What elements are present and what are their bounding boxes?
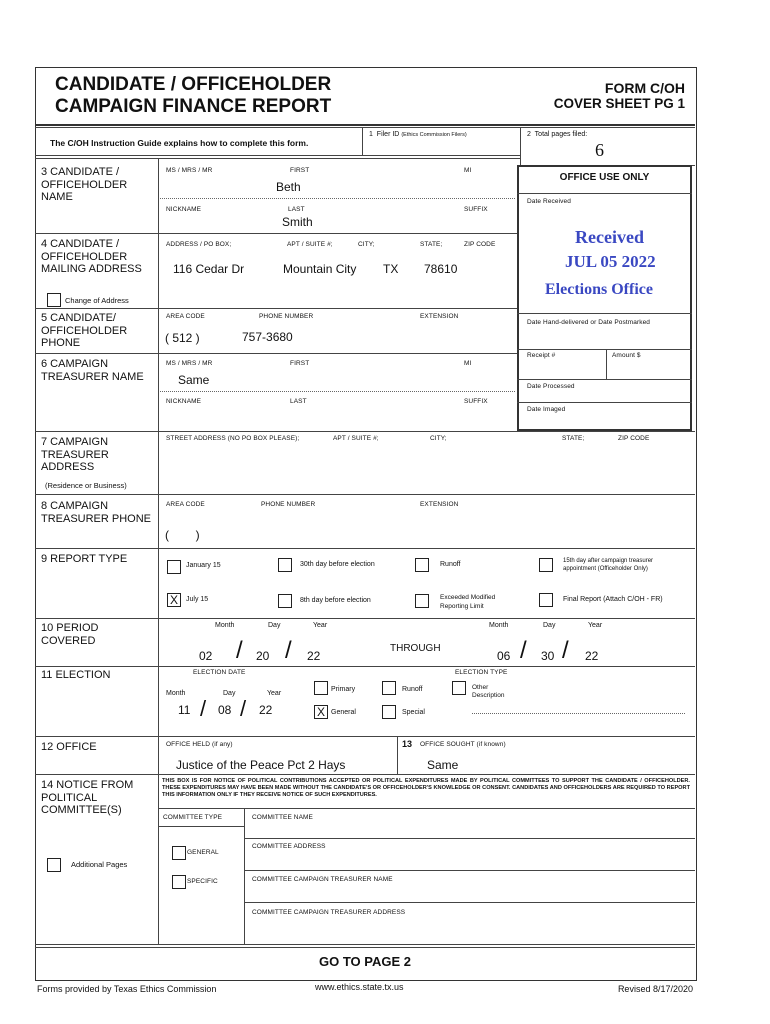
day8-label: 8th day before election xyxy=(300,597,371,604)
footer-url[interactable]: www.ethics.state.tx.us xyxy=(315,982,404,992)
to-month-label: Month xyxy=(489,622,509,629)
sec3-label: 3 CANDIDATE / OFFICEHOLDER NAME xyxy=(41,166,128,203)
extension-label: EXTENSION xyxy=(420,313,459,320)
other-label: Other Description xyxy=(472,684,505,699)
candidate-area-code[interactable]: ( 512 ) xyxy=(165,331,200,345)
nickname-label: NICKNAME xyxy=(166,206,202,213)
treasurer-phone-label: PHONE NUMBER xyxy=(261,501,316,508)
committee-treasurer-address-label: COMMITTEE CAMPAIGN TREASURER ADDRESS xyxy=(252,909,406,916)
cover-sheet-label: COVER SHEET PG 1 xyxy=(553,96,685,111)
period-to-month[interactable]: 06 xyxy=(497,649,511,663)
form-id: FORM C/OH xyxy=(604,80,685,96)
phone-label: PHONE NUMBER xyxy=(259,313,314,320)
amount-label: Amount $ xyxy=(612,352,641,359)
office-use-title: OFFICE USE ONLY xyxy=(559,172,650,183)
candidate-phone[interactable]: 757-3680 xyxy=(242,330,293,344)
runoff-report-label: Runoff xyxy=(440,561,461,568)
general-checkbox[interactable]: X xyxy=(314,705,328,719)
election-date-label: ELECTION DATE xyxy=(193,669,246,676)
treasurer-suffix-label: SUFFIX xyxy=(464,398,488,405)
city-label: CITY; xyxy=(358,241,375,248)
change-of-address-label: Change of Address xyxy=(65,296,129,305)
day30-label: 30th day before election xyxy=(300,561,375,568)
treasurer-nickname-label: NICKNAME xyxy=(166,398,202,405)
apt-label: APT / SUITE #; xyxy=(287,241,333,248)
exceeded-label: Exceeded Modified Reporting Limit xyxy=(440,594,496,610)
treasurer-last-label: LAST xyxy=(290,398,307,405)
first-label: FIRST xyxy=(290,167,310,174)
election-type-label: ELECTION TYPE xyxy=(455,669,508,676)
area-code-label: AREA CODE xyxy=(166,313,205,320)
sec6-label: 6 CAMPAIGN TREASURER NAME xyxy=(41,358,144,383)
mailing-state[interactable]: TX xyxy=(383,262,399,276)
treasurer-state-label: STATE; xyxy=(562,435,585,442)
period-from-month[interactable]: 02 xyxy=(199,649,213,663)
sec5-label: 5 CANDIDATE/ OFFICEHOLDER PHONE xyxy=(41,312,128,349)
street-address-label: STREET ADDRESS (NO PO BOX PLEASE); xyxy=(166,435,300,442)
form-title-line1: CANDIDATE / OFFICEHOLDER xyxy=(55,74,332,95)
treasurer-area-code[interactable]: ( ) xyxy=(165,528,200,542)
additional-pages-label: Additional Pages xyxy=(71,860,128,869)
filer-id-label: 1 Filer ID (Ethics Commission Filers) xyxy=(369,131,467,138)
mi-label: MI xyxy=(464,167,472,174)
mailing-zip[interactable]: 78610 xyxy=(424,262,458,276)
total-pages-value[interactable]: 6 xyxy=(595,140,604,160)
committee-type-label: COMMITTEE TYPE xyxy=(163,814,223,821)
treasurer-zip-label: ZIP CODE xyxy=(618,435,650,442)
jul15-label: July 15 xyxy=(186,596,209,603)
sec11-label: 11 ELECTION xyxy=(41,669,111,681)
election-month[interactable]: 11 xyxy=(178,703,191,717)
footer-revised: Revised 8/17/2020 xyxy=(617,984,693,994)
treasurer-apt-label: APT / SUITE #; xyxy=(333,435,379,442)
jan15-checkbox[interactable] xyxy=(167,560,181,574)
through-label: THROUGH xyxy=(390,643,441,654)
committee-general-label: GENERAL xyxy=(187,849,219,856)
period-to-year[interactable]: 22 xyxy=(585,649,599,663)
runoff-election-checkbox[interactable] xyxy=(382,681,396,695)
receipt-label: Receipt # xyxy=(527,352,556,359)
hand-delivered-label: Date Hand-delivered or Date Postmarked xyxy=(527,319,651,326)
general-label: General xyxy=(331,709,356,716)
from-day-label: Day xyxy=(268,622,281,629)
office-sought-label: OFFICE SOUGHT (if known) xyxy=(420,741,506,748)
treasurer-first-label: FIRST xyxy=(290,360,310,367)
suffix-label: SUFFIX xyxy=(464,206,488,213)
office-sought-value[interactable]: Same xyxy=(427,758,459,772)
sec13-number: 13 xyxy=(402,739,413,749)
treasurer-city-label: CITY; xyxy=(430,435,447,442)
zip-label: ZIP CODE xyxy=(464,241,496,248)
day30-checkbox[interactable] xyxy=(278,558,292,572)
special-label: Special xyxy=(402,709,425,716)
election-day[interactable]: 08 xyxy=(218,703,232,717)
from-month-label: Month xyxy=(215,622,235,629)
election-day-label: Day xyxy=(223,690,236,697)
runoff-report-checkbox[interactable] xyxy=(415,558,429,572)
committee-specific-label: SPECIFIC xyxy=(187,878,218,885)
treasurer-ms-label: MS / MRS / MR xyxy=(166,360,213,367)
day8-checkbox[interactable] xyxy=(278,594,292,608)
additional-pages-checkbox[interactable] xyxy=(47,858,61,872)
treasurer-mi-label: MI xyxy=(464,360,472,367)
received-stamp-date: JUL 05 2022 xyxy=(565,252,656,271)
day15-checkbox[interactable] xyxy=(539,558,553,572)
instructions-text: The C/OH Instruction Guide explains how to complete this form. xyxy=(50,138,309,148)
state-label: STATE; xyxy=(420,241,443,248)
exceeded-checkbox[interactable] xyxy=(415,594,429,608)
sec12-label: 12 OFFICE xyxy=(41,741,97,753)
committee-treasurer-name-label: COMMITTEE CAMPAIGN TREASURER NAME xyxy=(252,876,393,883)
primary-label: Primary xyxy=(331,686,356,693)
period-from-year[interactable]: 22 xyxy=(307,649,321,663)
date-imaged-label: Date Imaged xyxy=(527,406,566,413)
election-year[interactable]: 22 xyxy=(259,703,273,717)
from-year-label: Year xyxy=(313,622,328,629)
date-received-label: Date Received xyxy=(527,198,571,205)
form-title-line2: CAMPAIGN FINANCE REPORT xyxy=(55,96,332,117)
sec10-label: 10 PERIOD COVERED xyxy=(41,622,99,647)
treasurer-area-label: AREA CODE xyxy=(166,501,205,508)
election-year-label: Year xyxy=(267,690,282,697)
primary-checkbox[interactable] xyxy=(314,681,328,695)
office-held-label: OFFICE HELD (if any) xyxy=(166,741,233,748)
committee-specific-checkbox[interactable] xyxy=(172,875,186,889)
jan15-label: January 15 xyxy=(186,562,221,569)
period-to-day[interactable]: 30 xyxy=(541,649,555,663)
address-label: ADDRESS / PO BOX; xyxy=(166,241,232,248)
to-year-label: Year xyxy=(588,622,603,629)
sec9-label: 9 REPORT TYPE xyxy=(41,553,128,565)
committee-notice-text: THIS BOX IS FOR NOTICE OF POLITICAL CONTRIBUTIONS ACCEPTED OR POLITICAL EXPENDITURES MADE BY POLITICAL COMMITTEES TO SUPPORT THE CANDIDATE / OFFICEHOLDER. THESE EXPENDITURES MAY HAVE BEEN MADE WITHOUT THE CANDIDATE'S OR OFFICEHOLDER'S KNOWLEDGE OR CONSENT. CANDIDATES AND OFFICEHOLDERS ARE REQUIRED TO REPORT THIS INFORMATION ONLY IF THEY RECEIVE NOTICE OF SUCH EXPENDITURES. xyxy=(162,778,690,798)
candidate-first-name[interactable]: Beth xyxy=(276,180,301,194)
final-report-label: Final Report (Attach C/OH - FR) xyxy=(563,596,663,603)
treasurer-ext-label: EXTENSION xyxy=(420,501,459,508)
elections-office-stamp: Elections Office xyxy=(545,281,653,298)
change-of-address-checkbox[interactable] xyxy=(47,293,61,307)
other-checkbox[interactable] xyxy=(452,681,466,695)
runoff-election-label: Runoff xyxy=(402,686,423,693)
special-checkbox[interactable] xyxy=(382,705,396,719)
sec4-label: 4 CANDIDATE / OFFICEHOLDER MAILING ADDRESS xyxy=(41,238,142,275)
day15-label: 15th day after campaign treasurer appointment (Officeholder Only) xyxy=(563,558,654,572)
sec8-label: 8 CAMPAIGN TREASURER PHONE xyxy=(41,500,152,525)
treasurer-name[interactable]: Same xyxy=(178,373,210,387)
received-stamp: Received xyxy=(575,227,644,247)
candidate-last-name[interactable]: Smith xyxy=(282,215,313,229)
total-pages-label: 2 Total pages filed: xyxy=(527,131,588,138)
committee-address-label: COMMITTEE ADDRESS xyxy=(252,843,326,850)
last-label: LAST xyxy=(288,206,305,213)
date-processed-label: Date Processed xyxy=(527,383,575,390)
sec7-label: 7 CAMPAIGN TREASURER ADDRESS xyxy=(41,436,109,473)
mailing-address[interactable]: 116 Cedar Dr xyxy=(173,262,245,276)
election-month-label: Month xyxy=(166,690,186,697)
jul15-checkbox[interactable]: X xyxy=(167,593,181,607)
residence-business-label: (Residence or Business) xyxy=(45,481,127,490)
committee-general-checkbox[interactable] xyxy=(172,846,186,860)
committee-name-label: COMMITTEE NAME xyxy=(252,814,313,821)
office-held-value[interactable]: Justice of the Peace Pct 2 Hays xyxy=(176,758,346,772)
to-day-label: Day xyxy=(543,622,556,629)
period-from-day[interactable]: 20 xyxy=(256,649,270,663)
mailing-city[interactable]: Mountain City xyxy=(283,262,357,276)
ms-label: MS / MRS / MR xyxy=(166,167,213,174)
final-report-checkbox[interactable] xyxy=(539,593,553,607)
go-to-page-2: GO TO PAGE 2 xyxy=(319,954,411,969)
footer-left: Forms provided by Texas Ethics Commission xyxy=(37,984,217,994)
sec14-label: 14 NOTICE FROM POLITICAL COMMITTEE(S) xyxy=(41,779,134,816)
